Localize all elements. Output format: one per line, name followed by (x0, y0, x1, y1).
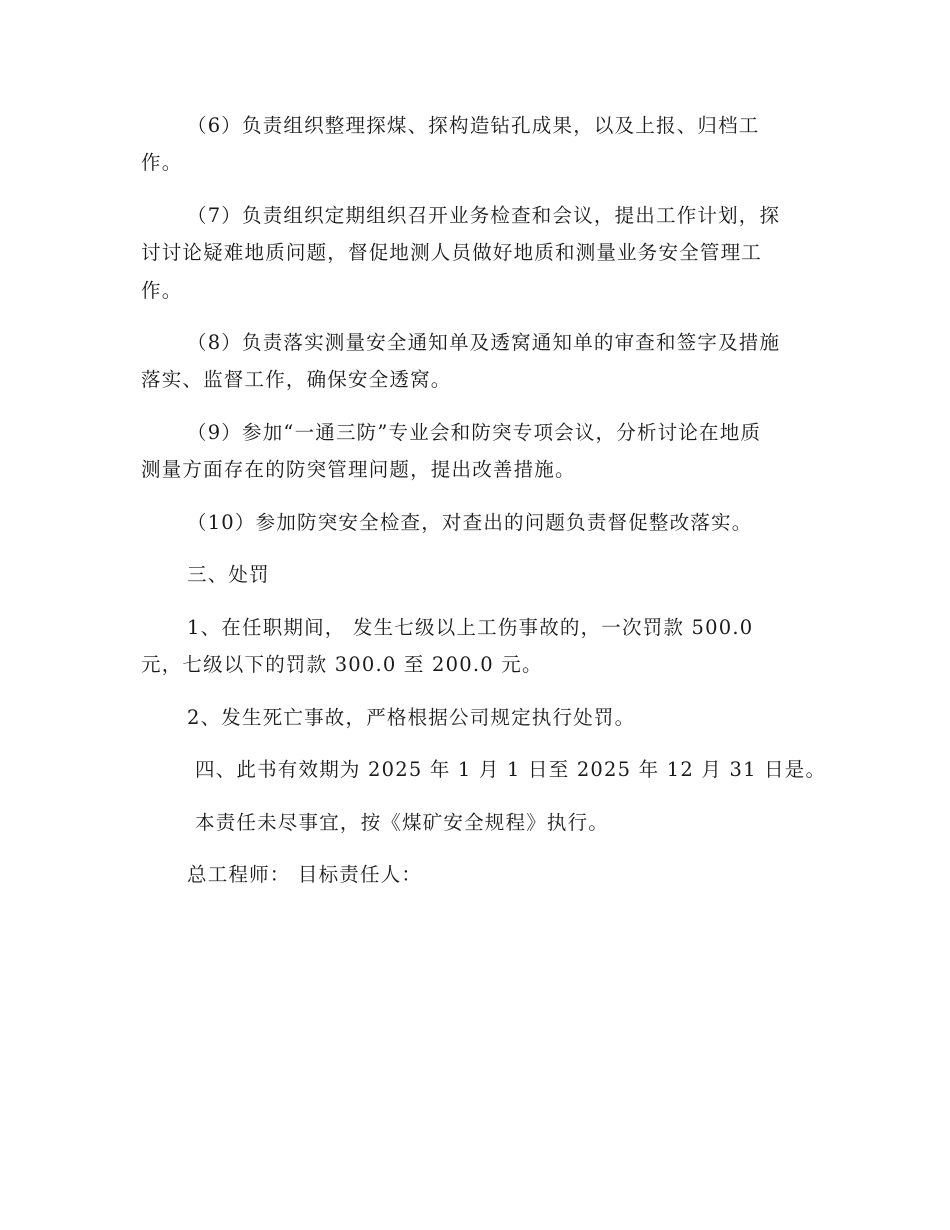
item-7-line-2: 讨讨论疑难地质问题，督促地测人员做好地质和测量业务安全管理工 (141, 241, 763, 264)
section-3-heading: 三、处罚 (187, 563, 270, 586)
signature-line: 总工程师： 目标责任人： (187, 863, 423, 886)
item-8-line-2: 落实、监督工作，确保安全透窝。 (141, 368, 452, 391)
item-7-line-3: 作。 (141, 279, 183, 302)
item-9-line-1: （9）参加“一通三防”专业会和防突专项会议，分析讨论在地质 (187, 421, 762, 444)
penalty-rule-1-line-2: 元，七级以下的罚款 300.0 至 200.0 元。 (141, 653, 543, 676)
item-6-line-2: 作。 (141, 151, 183, 174)
item-9-line-2: 测量方面存在的防突管理问题，提出改善措施。 (141, 458, 576, 481)
penalty-rule-1-line-1: 1、在任职期间， 发生七级以上工伤事故的，一次罚款 500.0 (187, 616, 754, 639)
penalty-rule-2: 2、发生死亡事故，严格根据公司规定执行处罚。 (187, 706, 636, 729)
item-6-line-1: （6）负责组织整理探煤、探构造钻孔成果，以及上报、归档工 (187, 114, 760, 137)
item-7-line-1: （7）负责组织定期组织召开业务检查和会议，提出工作计划，探 (187, 204, 781, 227)
item-8-line-1: （8）负责落实测量安全通知单及透窝通知单的审查和签字及措施 (187, 331, 781, 354)
validity-period: 四、此书有效期为 2025 年 1 月 1 日至 2025 年 12 月 31 日是。 (195, 758, 827, 781)
regulation-note: 本责任未尽事宜，按《煤矿安全规程》执行。 (195, 811, 610, 834)
item-10-line-1: （10）参加防突安全检查，对查出的问题负责督促整改落实。 (187, 511, 753, 534)
